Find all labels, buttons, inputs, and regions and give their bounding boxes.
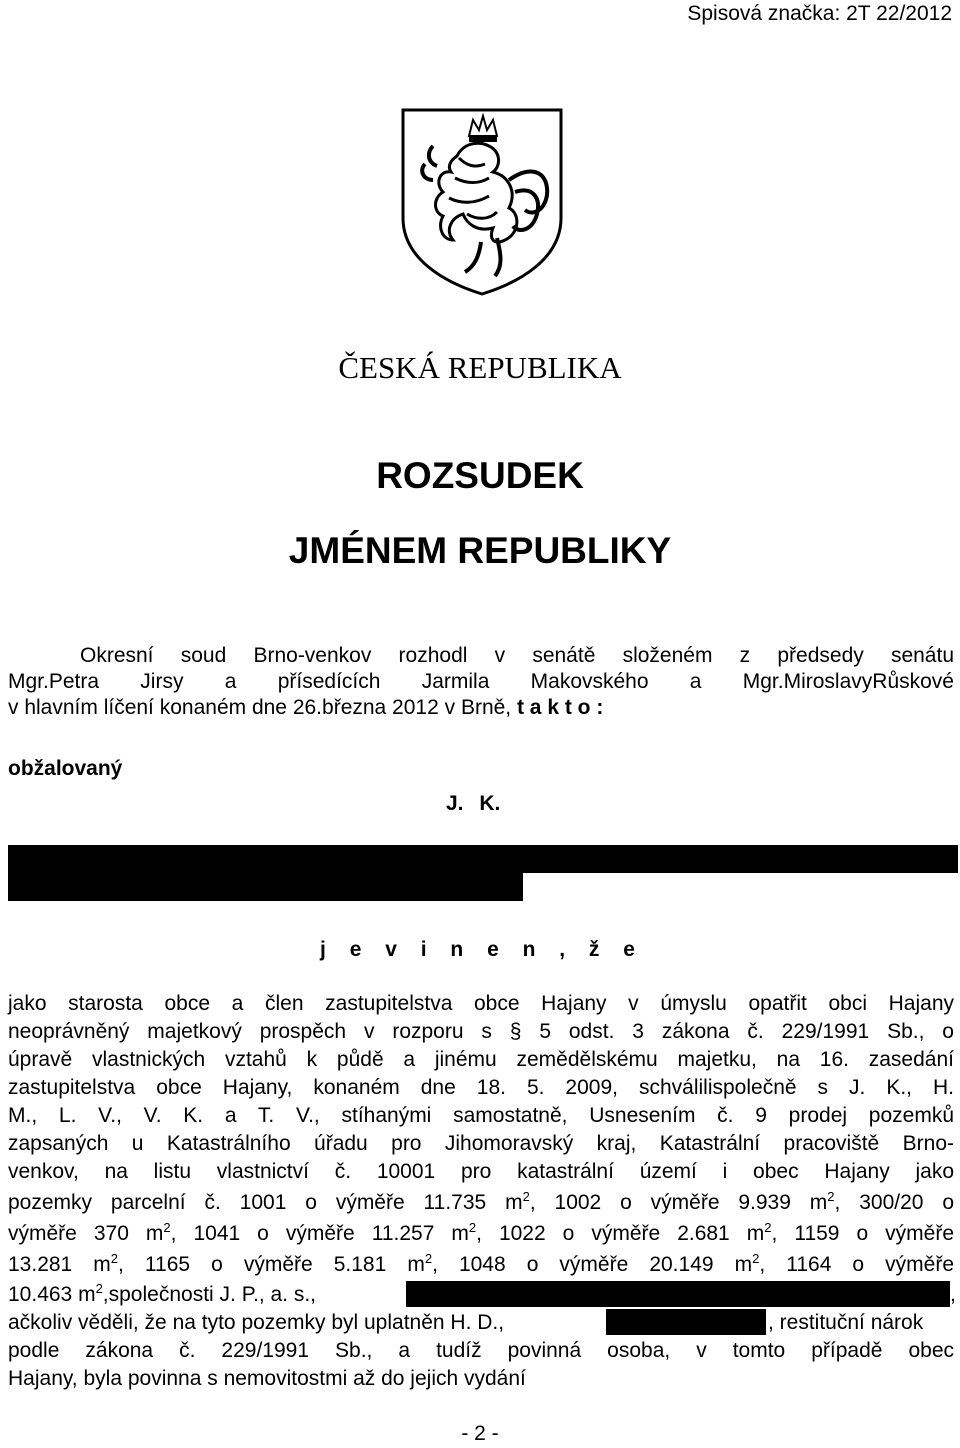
file-reference: Spisová značka: 2T 22/2012 [687, 2, 952, 25]
intro-line: Mgr.Petra Jirsy a přísedících Jarmila Makovského a Mgr.MiroslavyRůskové [8, 670, 954, 693]
body-line [8, 1189, 954, 1217]
superscript: 2 [110, 1251, 119, 1266]
body-line-end: , restituční nárok [768, 1311, 924, 1334]
superscript: 2 [468, 1220, 477, 1235]
text-segment: výměře 370 m [8, 1222, 164, 1245]
superscript: 2 [827, 1189, 835, 1204]
redaction-bar [8, 873, 523, 901]
body-line: M., L. V., V. K. a T. V., stíhanými samostatně, Usnesením č. 9 prodej pozemků [8, 1104, 954, 1127]
body-line: Hajany, byla povinna s nemovitostmi až do jejich vydání [8, 1367, 526, 1390]
body-line: ačkoliv věděli, že na tyto pozemky byl uplatněn H. D., [8, 1311, 505, 1334]
text-segment: , 1048 o výměře 20.149 m [432, 1253, 753, 1276]
verdict-heading: j e v i n e n , ž e [320, 938, 640, 961]
body-line: venkov, na listu vlastnictví č. 10001 pro katastrální území i obec Hajany jako [8, 1160, 954, 1183]
redaction-bar [406, 1281, 950, 1307]
text-segment: pozemky parcelní č. 1001 o výměře 11.735 m [8, 1191, 523, 1214]
body-line: jako starosta obce a člen zastupitelstva obce Hajany v úmyslu opatřit obci Hajany [8, 992, 954, 1015]
text-segment: , 1002 o výměře 9.939 m [529, 1191, 828, 1214]
intro-text: v hlavním líčení konaném dne 26.března 2012 v Brně, [8, 696, 512, 719]
redaction-bar [8, 845, 958, 873]
body-line-end: , [950, 1283, 956, 1306]
body-line: úpravě vlastnických vztahů k půdě a jinému zemědělskému majetku, na 16. zasedání [8, 1048, 954, 1071]
superscript: 2 [522, 1189, 530, 1204]
intro-line: Okresní soud Brno-venkov rozhodl v senátě složeném z předsedy senátu [80, 644, 954, 667]
czech-coat-of-arms-icon [397, 106, 567, 296]
page-number: - 2 - [461, 1422, 499, 1445]
accused-name: J. K. [446, 792, 501, 815]
intro-line [8, 695, 603, 721]
body-line [8, 1281, 316, 1309]
text-segment: , 300/20 o [834, 1191, 954, 1214]
text-segment: , 1159 o výměře [771, 1222, 955, 1245]
document-title: ROZSUDEK [376, 455, 584, 496]
body-line: podle zákona č. 229/1991 Sb., a tudíž povinná osoba, v tomto případě obec [8, 1339, 954, 1362]
superscript: 2 [752, 1251, 760, 1266]
superscript: 2 [95, 1281, 103, 1296]
text-segment: 13.281 m [8, 1253, 111, 1276]
text-segment: ,společnosti J. P., a. s., [102, 1283, 317, 1306]
body-line: zapsaných u Katastrálního úřadu pro Jihomoravský kraj, Katastrální pracoviště Brno- [8, 1132, 954, 1155]
body-line [8, 1220, 954, 1248]
document-subtitle: JMÉNEM REPUBLIKY [288, 530, 672, 571]
superscript: 2 [424, 1251, 433, 1266]
body-line: zastupitelstva obce Hajany, konaném dne 18. 5. 2009, schválilispolečně s J. K., H. [8, 1076, 954, 1099]
decision-phrase: t a k t o : [516, 696, 604, 719]
text-segment: , 1164 o výměře [759, 1253, 955, 1276]
body-line [8, 1251, 954, 1279]
text-segment: , 1165 o výměře 5.181 m [118, 1253, 425, 1276]
superscript: 2 [163, 1220, 171, 1235]
text-segment: 10.463 m [8, 1283, 96, 1306]
body-line: neoprávněný majetkový prospěch v rozporu s § 5 odst. 3 zákona č. 229/1991 Sb., o [8, 1020, 954, 1043]
redaction-bar [606, 1309, 766, 1335]
superscript: 2 [764, 1220, 772, 1235]
accused-label: obžalovaný [8, 757, 123, 780]
country-heading: ČESKÁ REPUBLIKA [338, 350, 622, 385]
text-segment: , 1041 o výměře 11.257 m [170, 1222, 469, 1245]
text-segment: , 1022 o výměře 2.681 m [476, 1222, 765, 1245]
